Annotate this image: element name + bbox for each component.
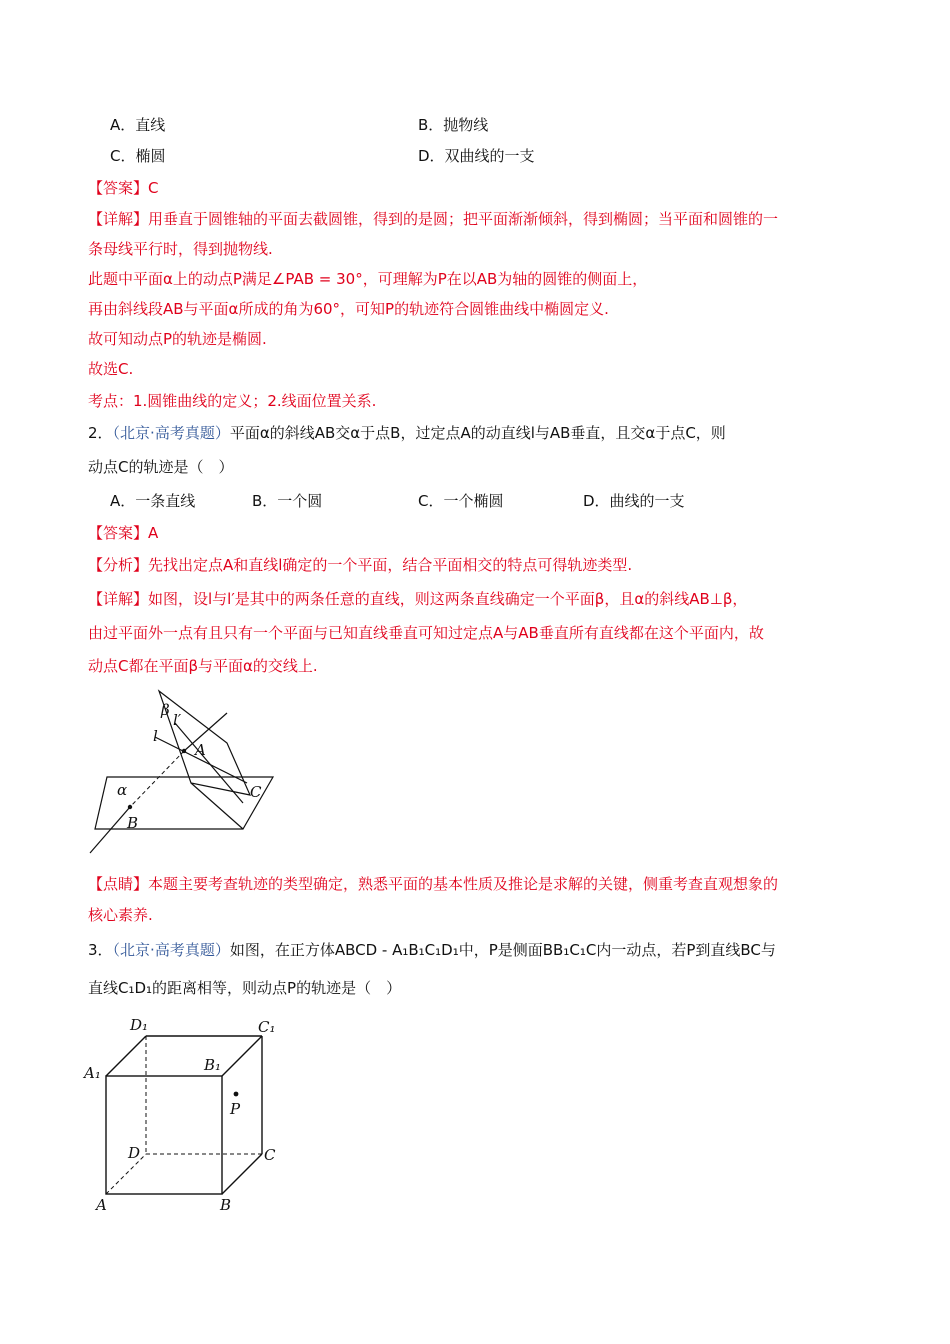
- q1-option-b: B．抛物线: [418, 116, 489, 134]
- q2-source: （北京·高考真题）: [112, 424, 230, 442]
- label-l-prime: l′: [173, 711, 182, 729]
- q1-detail-line-5: 故可知动点P的轨迹是椭圆.: [88, 330, 267, 348]
- line-l-prime: [175, 723, 243, 803]
- q2-plane-figure: [85, 685, 285, 860]
- q2-option-d: D．曲线的一支: [583, 492, 685, 510]
- q1-detail-line-1: 【详解】用垂直于圆锥轴的平面去截圆锥，得到的是圆；把平面渐渐倾斜，得到椭圆；当平面和圆锥的一: [88, 210, 779, 228]
- label-a: A: [195, 741, 206, 759]
- q2-detail-line-1: 【详解】如图，设l与l′是其中的两条任意的直线，则这两条直线确定一个平面β，且α的斜线AB⊥β，: [88, 590, 748, 608]
- cube-edge: [106, 1036, 146, 1076]
- q3-stem-text-1: 如图，在正方体ABCD - A₁B₁C₁D₁中，P是侧面BB₁C₁C内一动点，若P到直线BC与: [229, 941, 776, 959]
- line-ab-lower: [90, 807, 130, 853]
- q2-answer: 【答案】A: [88, 524, 159, 542]
- line-ab-hidden: [130, 751, 184, 807]
- label-a: A: [96, 1196, 107, 1214]
- point-p: [234, 1092, 239, 1097]
- label-c: C: [264, 1146, 276, 1164]
- label-b: B: [220, 1196, 232, 1214]
- label-a1: A₁: [84, 1064, 101, 1082]
- q2-comment-line-2: 核心素养.: [88, 906, 153, 924]
- q1-option-d: D．双曲线的一支: [418, 147, 535, 165]
- label-b: B: [127, 814, 139, 832]
- label-b1: B₁: [204, 1056, 222, 1074]
- q1-detail-line-4: 再由斜线段AB与平面α所成的角为60°，可知P的轨迹符合圆锥曲线中椭圆定义.: [88, 300, 609, 318]
- point-b: [128, 805, 132, 809]
- q3-cube-figure: [80, 1010, 300, 1220]
- label-c1: C₁: [258, 1018, 276, 1036]
- q1-detail-line-2: 条母线平行时，得到抛物线.: [88, 240, 273, 258]
- q2-stem-text-1: 平面α的斜线AB交α于点B，过定点A的动直线l与AB垂直，且交α于点C，则: [229, 424, 726, 442]
- q2-number: 2．: [88, 424, 113, 442]
- q1-answer: 【答案】C: [88, 179, 159, 197]
- cube-edge: [222, 1154, 262, 1194]
- q1-option-a: A．直线: [110, 116, 166, 134]
- q1-detail-line-3: 此题中平面α上的动点P满足∠PAB = 30°，可理解为P在以AB为轴的圆锥的侧面上，: [88, 270, 648, 288]
- label-c: C: [250, 783, 262, 801]
- label-d: D: [128, 1144, 141, 1162]
- q3-stem-line-2: 直线C₁D₁的距离相等，则动点P的轨迹是（ ）: [88, 979, 402, 997]
- label-l: l: [153, 727, 158, 745]
- q2-comment-line-1: 【点睛】本题主要考查轨迹的类型确定，熟悉平面的基本性质及推论是求解的关键，侧重考查直观想象的: [88, 875, 779, 893]
- q2-option-c: C．一个椭圆: [418, 492, 504, 510]
- q2-option-b: B．一个圆: [252, 492, 323, 510]
- q3-stem-line-1: [88, 939, 776, 961]
- label-p: P: [230, 1100, 241, 1118]
- q2-option-a: A．一条直线: [110, 492, 196, 510]
- q2-analysis: 【分析】先找出定点A和直线l确定的一个平面，结合平面相交的特点可得轨迹类型.: [88, 556, 633, 574]
- q1-kaodian: 考点：1.圆锥曲线的定义；2.线面位置关系.: [88, 392, 377, 410]
- label-d1: D₁: [130, 1016, 149, 1034]
- point-a: [182, 749, 186, 753]
- q2-stem-line-1: [88, 422, 726, 444]
- q2-detail-line-2: 由过平面外一点有且只有一个平面与已知直线垂直可知过定点A与AB垂直所有直线都在这个平面内，故: [88, 624, 764, 642]
- q1-choose: 故选C.: [88, 360, 134, 378]
- label-beta: β: [161, 701, 170, 719]
- cube-edge: [222, 1036, 262, 1076]
- q2-stem-line-2: 动点C的轨迹是（ ）: [88, 458, 234, 476]
- q2-detail-line-3: 动点C都在平面β与平面α的交线上.: [88, 657, 318, 675]
- q3-number: 3．: [88, 941, 113, 959]
- intersection-line: [191, 783, 243, 829]
- label-alpha: α: [117, 781, 128, 799]
- q1-option-c: C．椭圆: [110, 147, 166, 165]
- q3-source: （北京·高考真题）: [112, 941, 230, 959]
